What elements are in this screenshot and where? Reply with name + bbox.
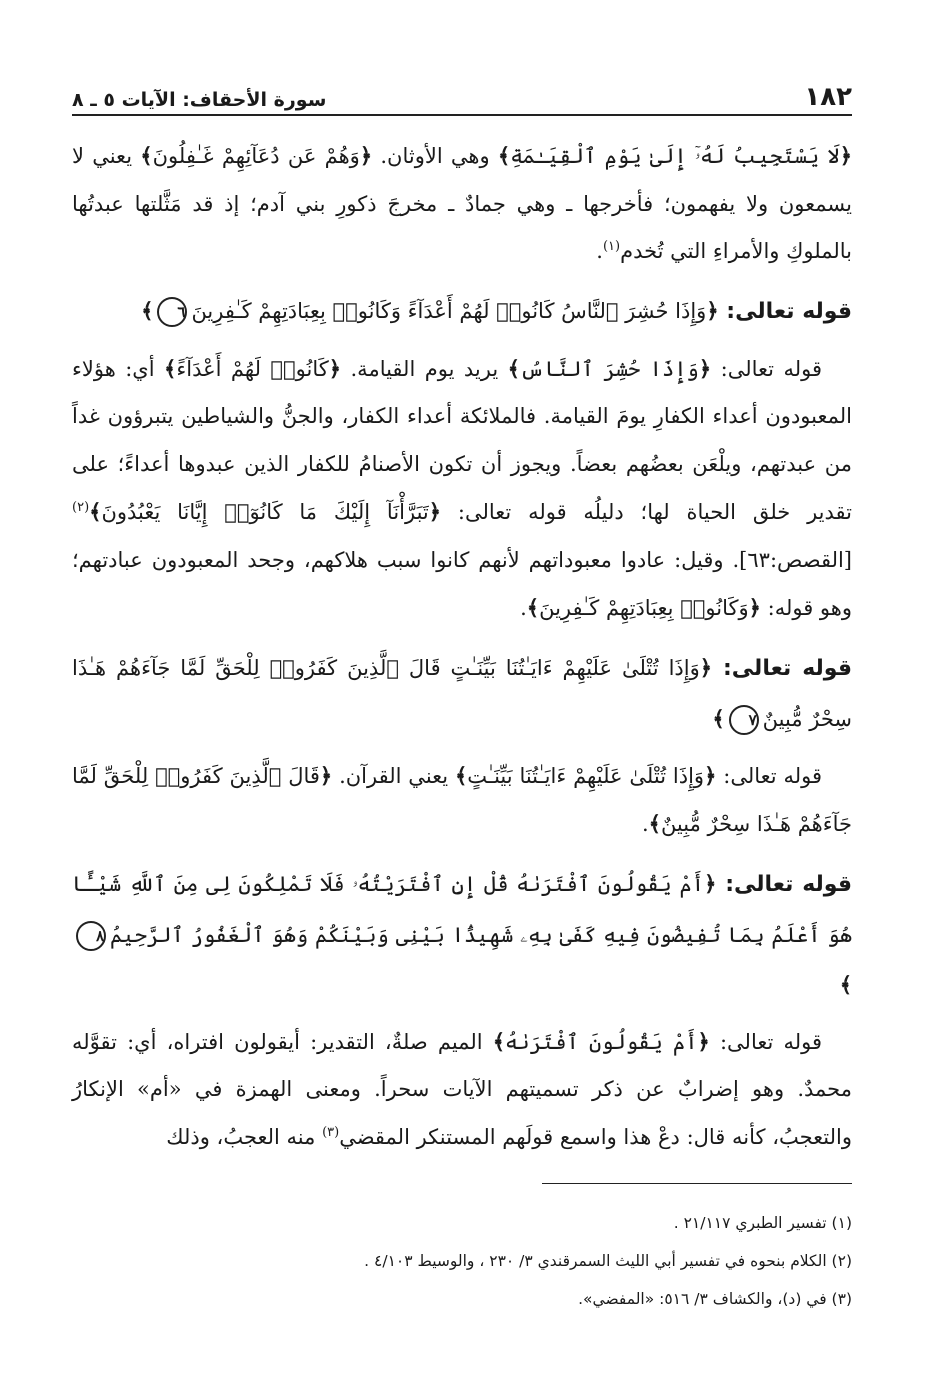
verse-text: وَإِذَا حُشِرَ ٱلنَّاسُ كَانُوا۟ لَهُمْ أَعْدَآءً وَكَانُوا۟ بِعِبَادَتِهِمْ كَـٰفِرِينَ	[191, 298, 707, 323]
verse-text: أَمْ يَقُولُونَ ٱفْتَرَىٰهُ قُلْ إِنِ ٱفْتَرَيْتُهُۥ فَلَا تَمْلِكُونَ لِى مِنَ ٱللَّهِ شَيْـًٔا هُوَ أَعْلَمُ بِمَا تُفِيضُونَ فِيهِ كَفَىٰ بِهِۦ شَهِيدًۢا بَيْنِى وَبَيْنَكُمْ وَهُوَ ٱلْغَفُورُ ٱلرَّحِيمُ	[72, 871, 852, 947]
paragraph-text: يريد يوم القيامة.	[341, 356, 508, 381]
page-header	[72, 70, 852, 116]
paragraph-text: يعني لا يسمعون ولا يفهمون؛ فأخرجها ـ وهي جمادٌ ـ مخرجَ ذكورِ بني آدم؛ إذ قد مَثَّلتها عبدتُها بالملوكِ والأمراءِ التي تُخدم	[72, 144, 852, 263]
quran-quote: لَا يَسْتَجِيبُ لَهُۥٓ إِلَىٰ يَوْمِ ٱلْقِيَـٰمَةِ	[510, 144, 840, 168]
paragraph-text: يعني القرآن.	[332, 763, 455, 788]
paragraph-text: قوله تعالى:	[711, 356, 823, 381]
quran-bracket-open: ﴿	[328, 355, 342, 381]
footnote-marker[interactable]: (١)	[602, 239, 621, 254]
quran-bracket-close: ﴾	[454, 762, 468, 788]
quran-bracket-close: ﴾	[141, 297, 154, 323]
quran-quote: وَكَانُوا۟ بِعِبَادَتِهِمْ كَـٰفِرِينَ	[539, 596, 749, 620]
paragraph-text: قوله تعالى:	[709, 1029, 822, 1054]
quran-bracket-close: ﴾	[140, 143, 153, 168]
paragraph-text: .	[520, 596, 527, 620]
quran-quote: وَهُمْ عَن دُعَآئِهِمْ غَـٰفِلُونَ	[152, 144, 360, 168]
quran-bracket-open: ﴿	[839, 143, 852, 168]
footnote-2: (٢) الكلام بنحوه في تفسير أبي الليث السمرقندي ٣/ ٢٣٠ ، والوسيط ٤/١٠٣ .	[364, 1252, 852, 1270]
verse-text: وَإِذَا تُتْلَىٰ عَلَيْهِمْ ءَايَـٰتُنَا بَيِّنَـٰتٍ قَالَ ٱلَّذِينَ كَفَرُوا۟ لِلْحَقِّ لَمَّا جَآءَهُمْ هَـٰذَا سِحْرٌ مُّبِينٌ	[72, 655, 852, 731]
quran-bracket-open: ﴿	[706, 297, 719, 323]
paragraph-4	[72, 1018, 852, 1162]
paragraph-text: .	[641, 812, 649, 836]
quran-bracket-close: ﴾	[492, 1028, 505, 1054]
page-body	[72, 132, 852, 1161]
verse-lead: قوله تعالى:	[716, 871, 852, 897]
ayah-number-marker: ٨	[76, 921, 106, 951]
quran-bracket-close: ﴾	[648, 811, 661, 836]
quran-quote: تَبَرَّأْنَآ إِلَيْكَ مَا كَانُوٓا۟ إِيَّانَا يَعْبُدُونَ	[101, 500, 429, 524]
quran-bracket-open: ﴿	[319, 762, 333, 788]
footnote-divider	[542, 1183, 852, 1184]
footnote-marker[interactable]: (٢)	[72, 500, 90, 515]
verse-heading-7	[72, 643, 852, 744]
footnotes	[72, 1204, 852, 1318]
paragraph-text: الميم صلةٌ، التقدير: أيقولون افتراه، أي: تقوَّله محمدٌ. وهو إضرابٌ عن ذكر تسميتهم الآيات سحراً. ومعنى الهمزة في «أم» الإنكارُ والتعجبُ، كأنه قال: دعْ هذا واسمع قولَهم المستنكر المقضي	[72, 1029, 852, 1149]
quran-quote: أَمْ يَقُولُونَ ٱفْتَرَىٰهُ	[505, 1029, 698, 1054]
verse-heading-8	[72, 859, 852, 1010]
footnote-1: (١) تفسير الطبري ٢١/١١٧ .	[673, 1214, 852, 1232]
verse-lead: قوله تعالى:	[718, 298, 852, 324]
paragraph-2	[72, 345, 852, 633]
ayah-number-marker: ٦	[157, 297, 187, 327]
paragraph-3	[72, 752, 852, 849]
quran-bracket-close: ﴾	[497, 143, 511, 168]
quran-bracket-open: ﴿	[704, 870, 717, 896]
paragraph-text: .	[596, 239, 603, 263]
paragraph-text: منه العجبُ، وذلك	[166, 1124, 323, 1149]
verse-heading-6	[72, 286, 852, 337]
footnote-3: (٣) في (د)، والكشاف ٣/ ٥١٦: «المفضي».	[578, 1290, 852, 1308]
verse-lead: قوله تعالى:	[712, 655, 853, 681]
quran-quote: قَالَ ٱلَّذِينَ كَفَرُوا۟ لِلْحَقِّ لَمَّا جَآءَهُمْ هَـٰذَا سِحْرٌ مُّبِينٌ	[72, 763, 852, 836]
running-title: سورة الأحقاف: الآيات ٥ ـ ٨	[72, 89, 327, 111]
quran-quote: وَإِذَا حُشِرَ ٱلنَّاسُ	[519, 356, 699, 381]
footnote-marker[interactable]: (٣)	[322, 1124, 340, 1140]
quran-quote: كَانُوا۟ لَهُمْ أَعْدَآءً	[176, 356, 329, 381]
quran-bracket-close: ﴾	[526, 595, 540, 620]
paragraph-text: قوله تعالى:	[716, 763, 823, 788]
paragraph-text: وهي الأوثان.	[372, 144, 498, 168]
quran-bracket-close: ﴾	[839, 971, 852, 997]
quran-bracket-close: ﴾	[164, 355, 177, 381]
quran-bracket-open: ﴿	[359, 143, 373, 168]
paragraph-text: [القصص:٦٣]. وقيل: عادوا معبوداتهم لأنهم كانوا سبب هلاكهم، وجحد المعبودون عبادتهم؛ وهو قوله:	[72, 547, 852, 620]
paragraph-text: أي: هؤلاء المعبودون أعداء الكفارِ يومَ القيامة. فالملائكة أعداء الكفار، والجنُّ والشياطين يتبرؤون غداً من عبدتهم، ويلْعَن بعضُهم بعضاً. ويجوز أن تكون الأصنامُ للكفار الذين عبدوها أعداءً؛ على تقدير خلق الحياة لها؛ دليلُه قوله تعالى:	[72, 356, 853, 524]
quran-bracket-open: ﴿	[748, 595, 761, 620]
ayah-number-marker: ٧	[729, 705, 759, 735]
page-number: ١٨٢	[804, 82, 852, 112]
book-page	[72, 70, 852, 1318]
quran-bracket-close: ﴾	[507, 355, 520, 381]
quran-bracket-open: ﴿	[697, 1028, 710, 1054]
quran-bracket-open: ﴿	[699, 654, 713, 680]
quran-bracket-open: ﴿	[698, 355, 712, 381]
quran-quote: وَإِذَا تُتْلَىٰ عَلَيْهِمْ ءَايَـٰتُنَا بَيِّنَـٰتٍ	[467, 763, 705, 788]
quran-bracket-close: ﴾	[712, 705, 725, 731]
quran-bracket-open: ﴿	[704, 762, 717, 788]
paragraph-1	[72, 132, 852, 276]
quran-bracket-open: ﴿	[428, 499, 442, 524]
quran-bracket-close: ﴾	[89, 499, 102, 524]
